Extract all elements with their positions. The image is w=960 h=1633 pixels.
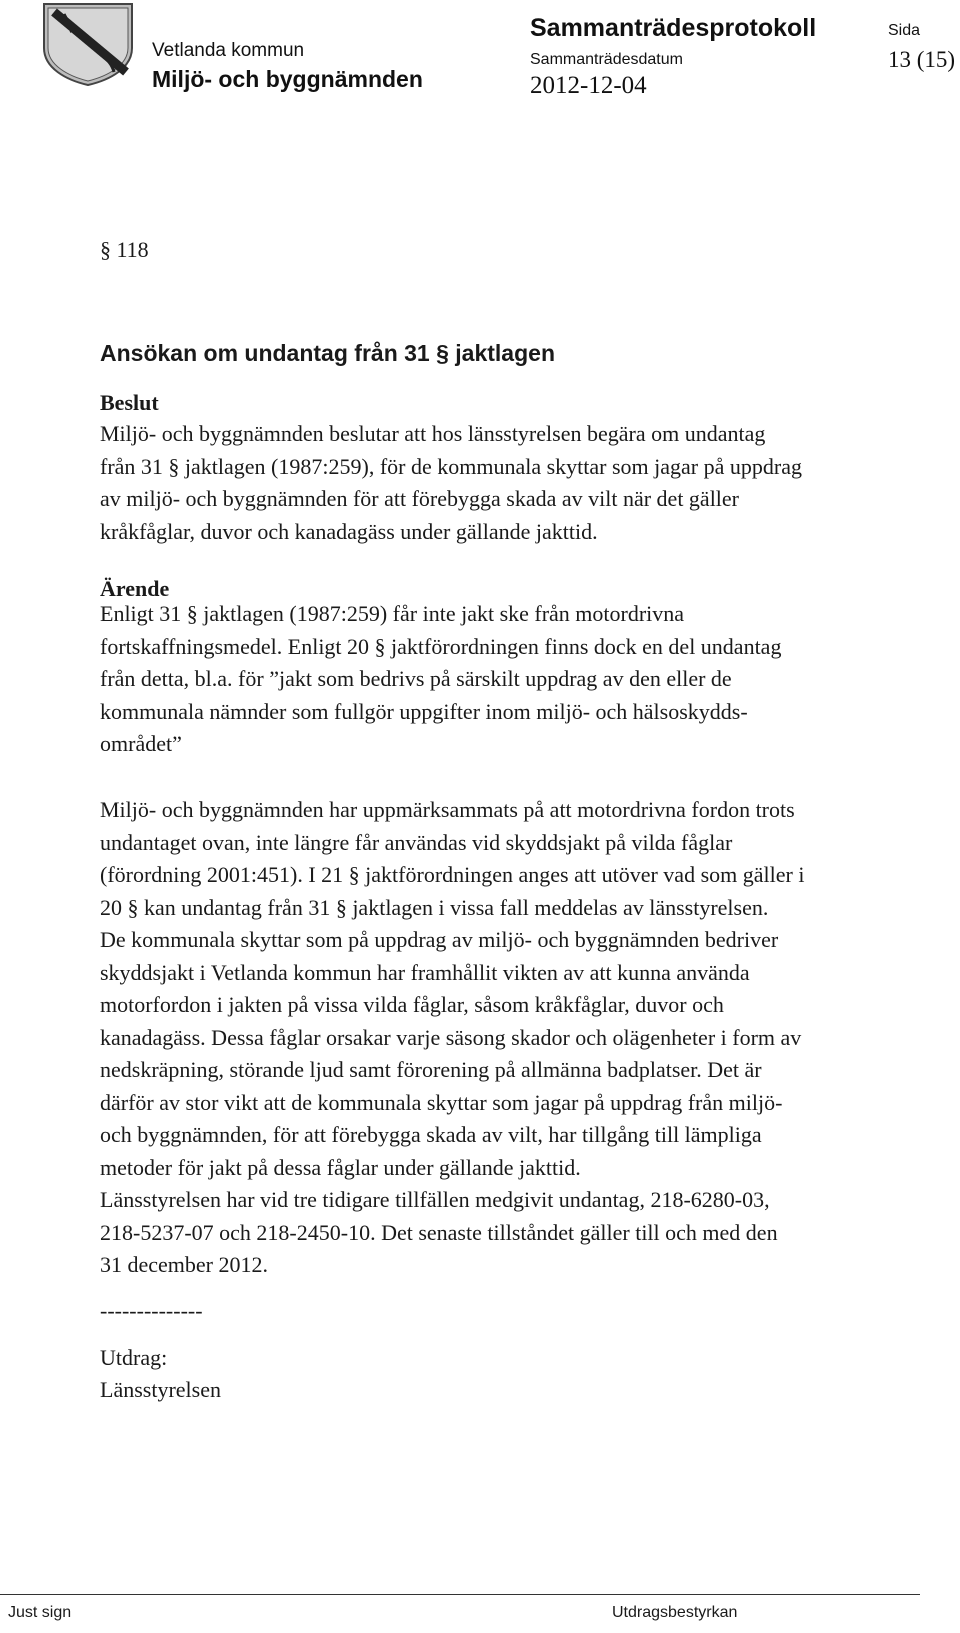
text-line: Miljö- och byggnämnden har uppmärksammats på att motordrivna fordon trots [100,797,795,822]
text-line: motorfordon i jakten på vissa vilda fåglar, såsom kråkfåglar, duvor och [100,992,724,1017]
text-line: metoder för jakt på dessa fåglar under gällande jakttid. [100,1154,581,1180]
text-line: därför av stor vikt att de kommunala skyttar som jagar på uppdrag från miljö- [100,1089,783,1115]
text-line: De kommunala skyttar som på uppdrag av miljö- och byggnämnden bedriver [100,927,779,952]
text-line: skyddsjakt i Vetlanda kommun har framhållit vikten av att kunna använda [100,959,750,985]
text-line: 218-5237-07 och 218-2450-10. Det senaste tillståndet gäller till och med den [100,1219,778,1245]
text-line: kommunala nämnder som fullgör uppgifter inom miljö- och hälsoskydds- [100,698,748,724]
text-line: (förordning 2001:451). I 21 § jaktförordningen anges att utöver vad som gäller i [100,862,805,887]
decision-heading: Beslut [100,390,159,415]
footer-signature-label: Just sign [8,1604,72,1621]
text-line: nedskräpning, störande ljud samt förorening på allmänna badplatser. Det är [100,1057,762,1082]
footer-certification-label: Utdragsbestyrkan [612,1604,738,1621]
organization-name: Vetlanda kommun [152,40,305,61]
text-line: av miljö- och byggnämnden för att förebygga skada av vilt när det gäller [100,486,740,511]
document-type: Sammanträdesprotokoll [530,14,817,42]
meeting-date-value: 2012-12-04 [530,72,647,99]
text-line: 20 § kan undantag från 31 § jaktlagen i vissa fall meddelas av länsstyrelsen. [100,894,769,920]
text-line: kråkfåglar, duvor och kanadagäss under gällande jakttid. [100,518,598,544]
page-label: Sida [888,22,921,39]
matter-paragraph-2 [100,794,930,924]
extract-label: Utdrag: [100,1345,168,1370]
text-line: fortskaffningsmedel. Enligt 20 § jaktförordningen finns dock en del undantag [100,633,782,659]
text-line: kanadagäss. Dessa fåglar orsakar varje säsong skador och olägenheter i form av [100,1024,802,1050]
text-line: från 31 § jaktlagen (1987:259), för de kommunala skyttar som jagar på uppdrag [100,453,802,479]
section-heading: Ansökan om undantag från 31 § jaktlagen [100,340,555,366]
text-line: området” [100,731,182,756]
text-line: Enligt 31 § jaktlagen (1987:259) får inte jakt ske från motordrivna [100,601,685,626]
matter-paragraph-3 [100,924,930,1184]
text-line: och byggnämnden, för att förebygga skada av vilt, har tillgång till lämpliga [100,1122,762,1147]
page-number: 13 (15) [888,47,956,72]
paragraph-number: § 118 [100,237,149,262]
matter-paragraph-1 [100,598,930,761]
text-line: Länsstyrelsen har vid tre tidigare tillfällen medgivit undantag, 218-6280-03, [100,1187,770,1212]
separator-line: -------------- [100,1298,203,1323]
text-line: 31 december 2012. [100,1252,268,1277]
decision-text [100,418,930,548]
text-line: Miljö- och byggnämnden beslutar att hos länsstyrelsen begära om undantag [100,421,766,446]
meeting-date-label: Sammanträdesdatum [530,51,683,68]
text-line: från detta, bl.a. för ”jakt som bedrivs på särskilt uppdrag av den eller de [100,666,732,691]
department-name: Miljö- och byggnämnden [152,66,423,92]
extract-recipient: Länsstyrelsen [100,1377,221,1402]
coat-of-arms-icon [40,2,136,86]
matter-heading: Ärende [100,576,170,601]
footer-divider [0,1594,920,1595]
matter-paragraph-4 [100,1184,930,1282]
text-line: undantaget ovan, inte längre får användas vid skyddsjakt på vilda fåglar [100,829,733,855]
